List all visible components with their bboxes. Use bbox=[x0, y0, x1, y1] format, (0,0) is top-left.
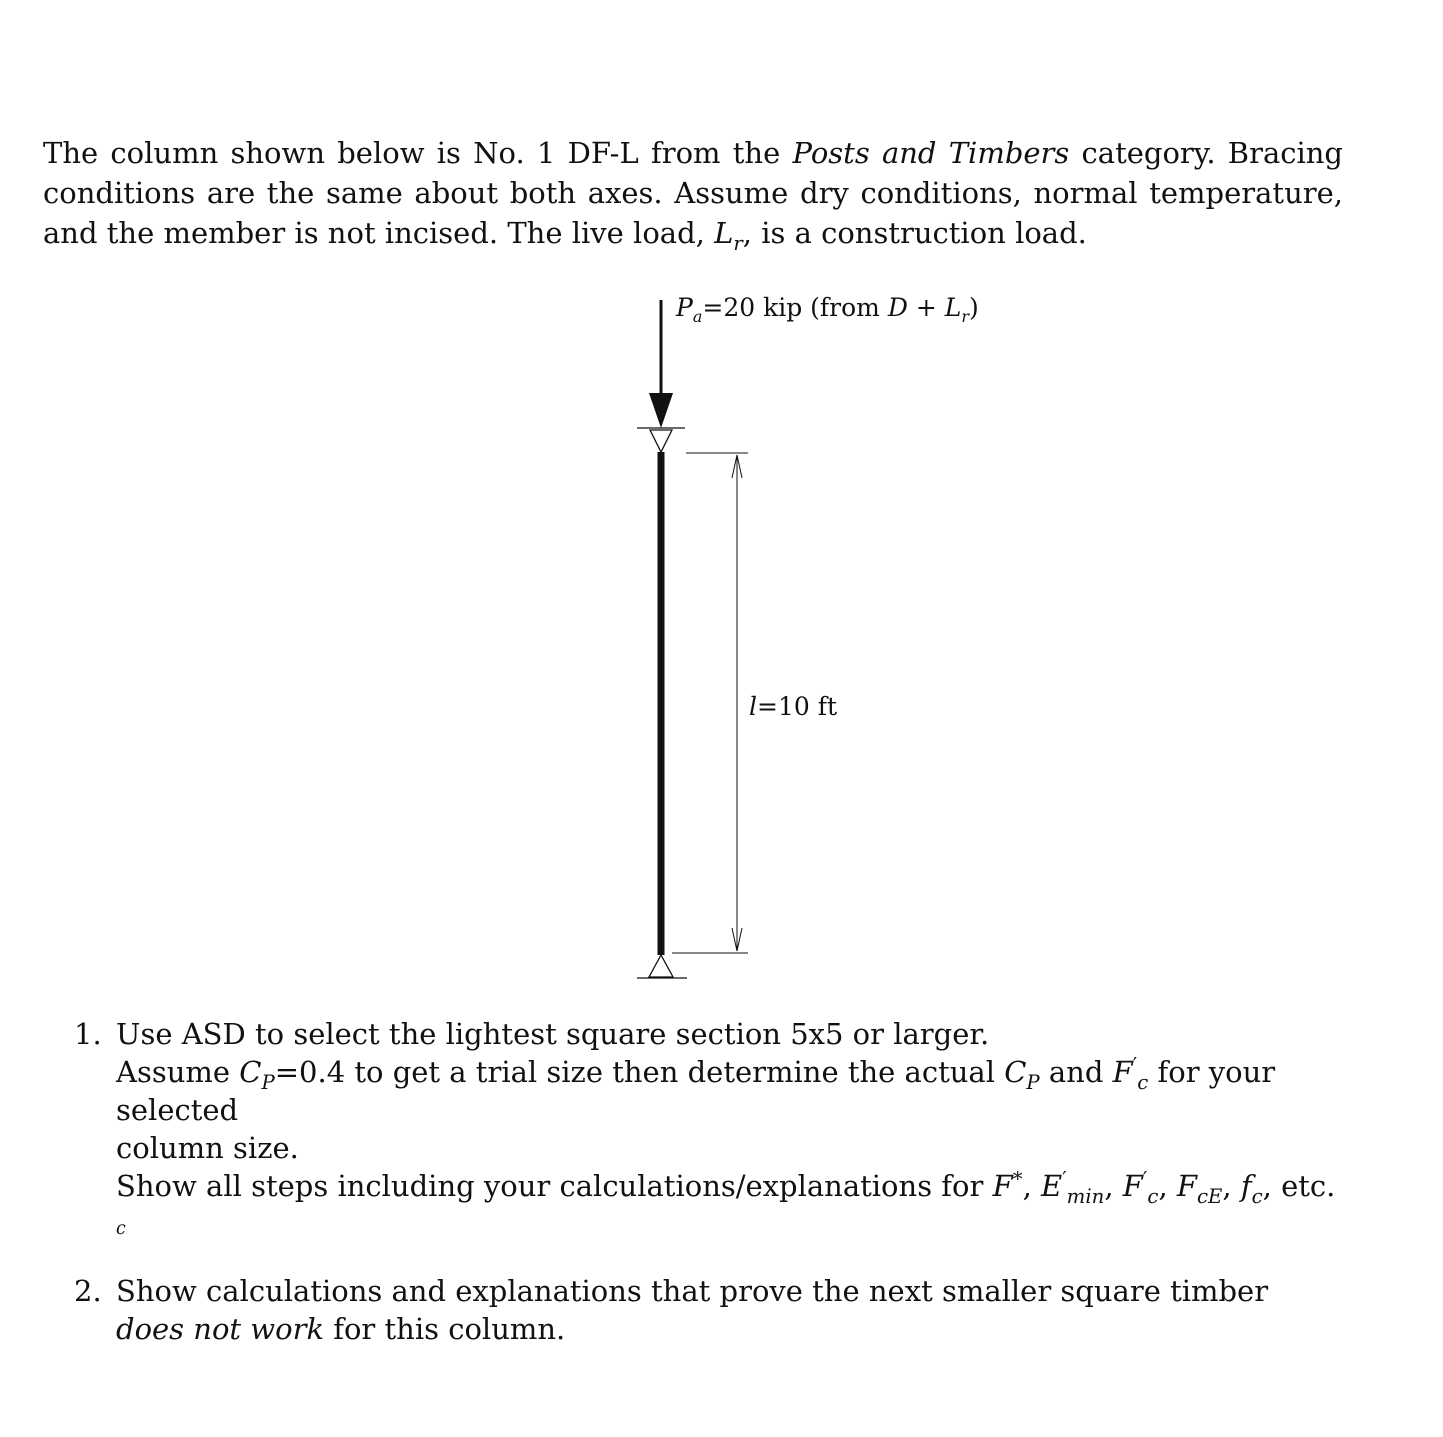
load-close: ) bbox=[969, 293, 979, 322]
question-1-line-3: column size. bbox=[116, 1131, 299, 1165]
question-2-text: Show calculations and explanations that prove the next smaller square timber does not work for this column. bbox=[116, 1274, 1269, 1346]
live-load-symbol: L bbox=[714, 216, 734, 250]
load-arrowhead bbox=[649, 393, 673, 428]
intro-text-2: category. Bracing conditions are the same about both axes. Assume dry conditions, normal temperature, and the member is not incised. The live load, bbox=[43, 136, 1343, 250]
question-list bbox=[74, 1015, 1344, 1372]
question-1-number: 1. bbox=[74, 1017, 102, 1051]
intro-text-3: , is a construction load. bbox=[742, 216, 1087, 250]
question-1-line-1: Use ASD to select the lightest square section 5x5 or larger. bbox=[116, 1017, 990, 1051]
load-label bbox=[675, 293, 979, 326]
live-load-subscript: r bbox=[733, 231, 743, 255]
length-value: =10 ft bbox=[757, 692, 838, 721]
load-combo-l: L bbox=[944, 293, 962, 322]
bottom-pin-support bbox=[649, 955, 673, 977]
load-subscript: a bbox=[692, 307, 703, 326]
load-combo-plus: + bbox=[907, 293, 945, 322]
question-1-line-4: Show all steps including your calculations/explanations for F*, $E'_{min}$, $F'_c$, $F_{cE}$, $f_c$, etc. c bbox=[116, 1167, 1336, 1239]
load-combo-d: D bbox=[887, 293, 908, 322]
load-symbol: P bbox=[676, 293, 693, 322]
load-value: =20 kip (from bbox=[702, 293, 888, 322]
load-combo-subscript: r bbox=[961, 307, 969, 326]
question-1 bbox=[74, 1015, 1344, 1248]
intro-text-1: The column shown below is No. 1 DF-L from the bbox=[43, 136, 793, 170]
question-1-line-2: Assume $C_P=0.4$ to get a trial size then determine the actual $C_P$ and $F'_c$ for your selected bbox=[116, 1053, 1276, 1127]
top-pin-support bbox=[650, 430, 672, 452]
length-label bbox=[749, 692, 837, 721]
category-name: Posts and Timbers bbox=[792, 136, 1070, 170]
stray-mark: c bbox=[116, 1219, 126, 1239]
length-symbol: l bbox=[749, 692, 757, 721]
question-2-number: 2. bbox=[74, 1274, 102, 1308]
question-2 bbox=[74, 1272, 1344, 1348]
